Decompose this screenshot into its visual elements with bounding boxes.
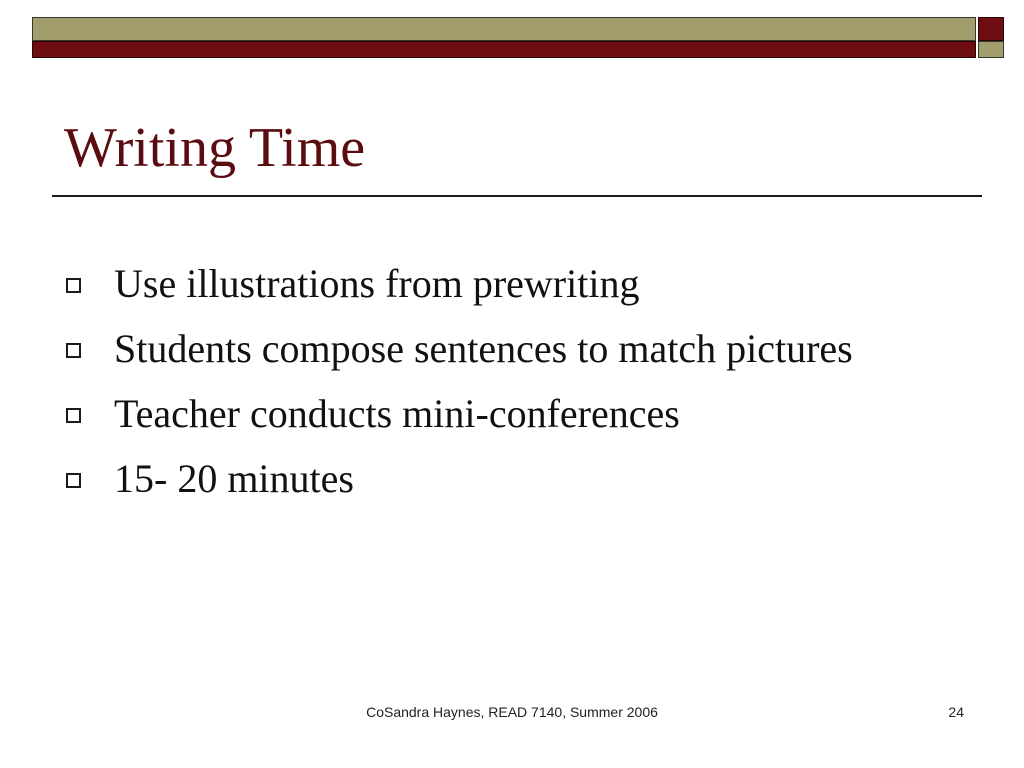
bullet-item (64, 317, 994, 382)
header-corner-square-maroon (978, 17, 1004, 41)
hollow-square-bullet-icon (66, 343, 81, 358)
bullet-text: Teacher conducts mini-conferences (114, 391, 680, 436)
slide-title: Writing Time (64, 117, 366, 179)
bullet-item (64, 252, 994, 317)
slide-footer: CoSandra Haynes, READ 7140, Summer 2006 (366, 704, 658, 720)
hollow-square-bullet-icon (66, 473, 81, 488)
hollow-square-bullet-icon (66, 278, 81, 293)
bullet-text: Students compose sentences to match pictures (114, 326, 853, 371)
bullet-list (64, 252, 994, 512)
header-corner-square-olive (978, 41, 1004, 58)
bullet-text: 15- 20 minutes (114, 456, 354, 501)
hollow-square-bullet-icon (66, 408, 81, 423)
header-band-maroon (32, 41, 976, 58)
bullet-item (64, 447, 994, 512)
bullet-item (64, 382, 994, 447)
bullet-text: Use illustrations from prewriting (114, 261, 640, 306)
page-number: 24 (948, 704, 964, 720)
title-divider (52, 195, 982, 197)
header-band-olive (32, 17, 976, 41)
